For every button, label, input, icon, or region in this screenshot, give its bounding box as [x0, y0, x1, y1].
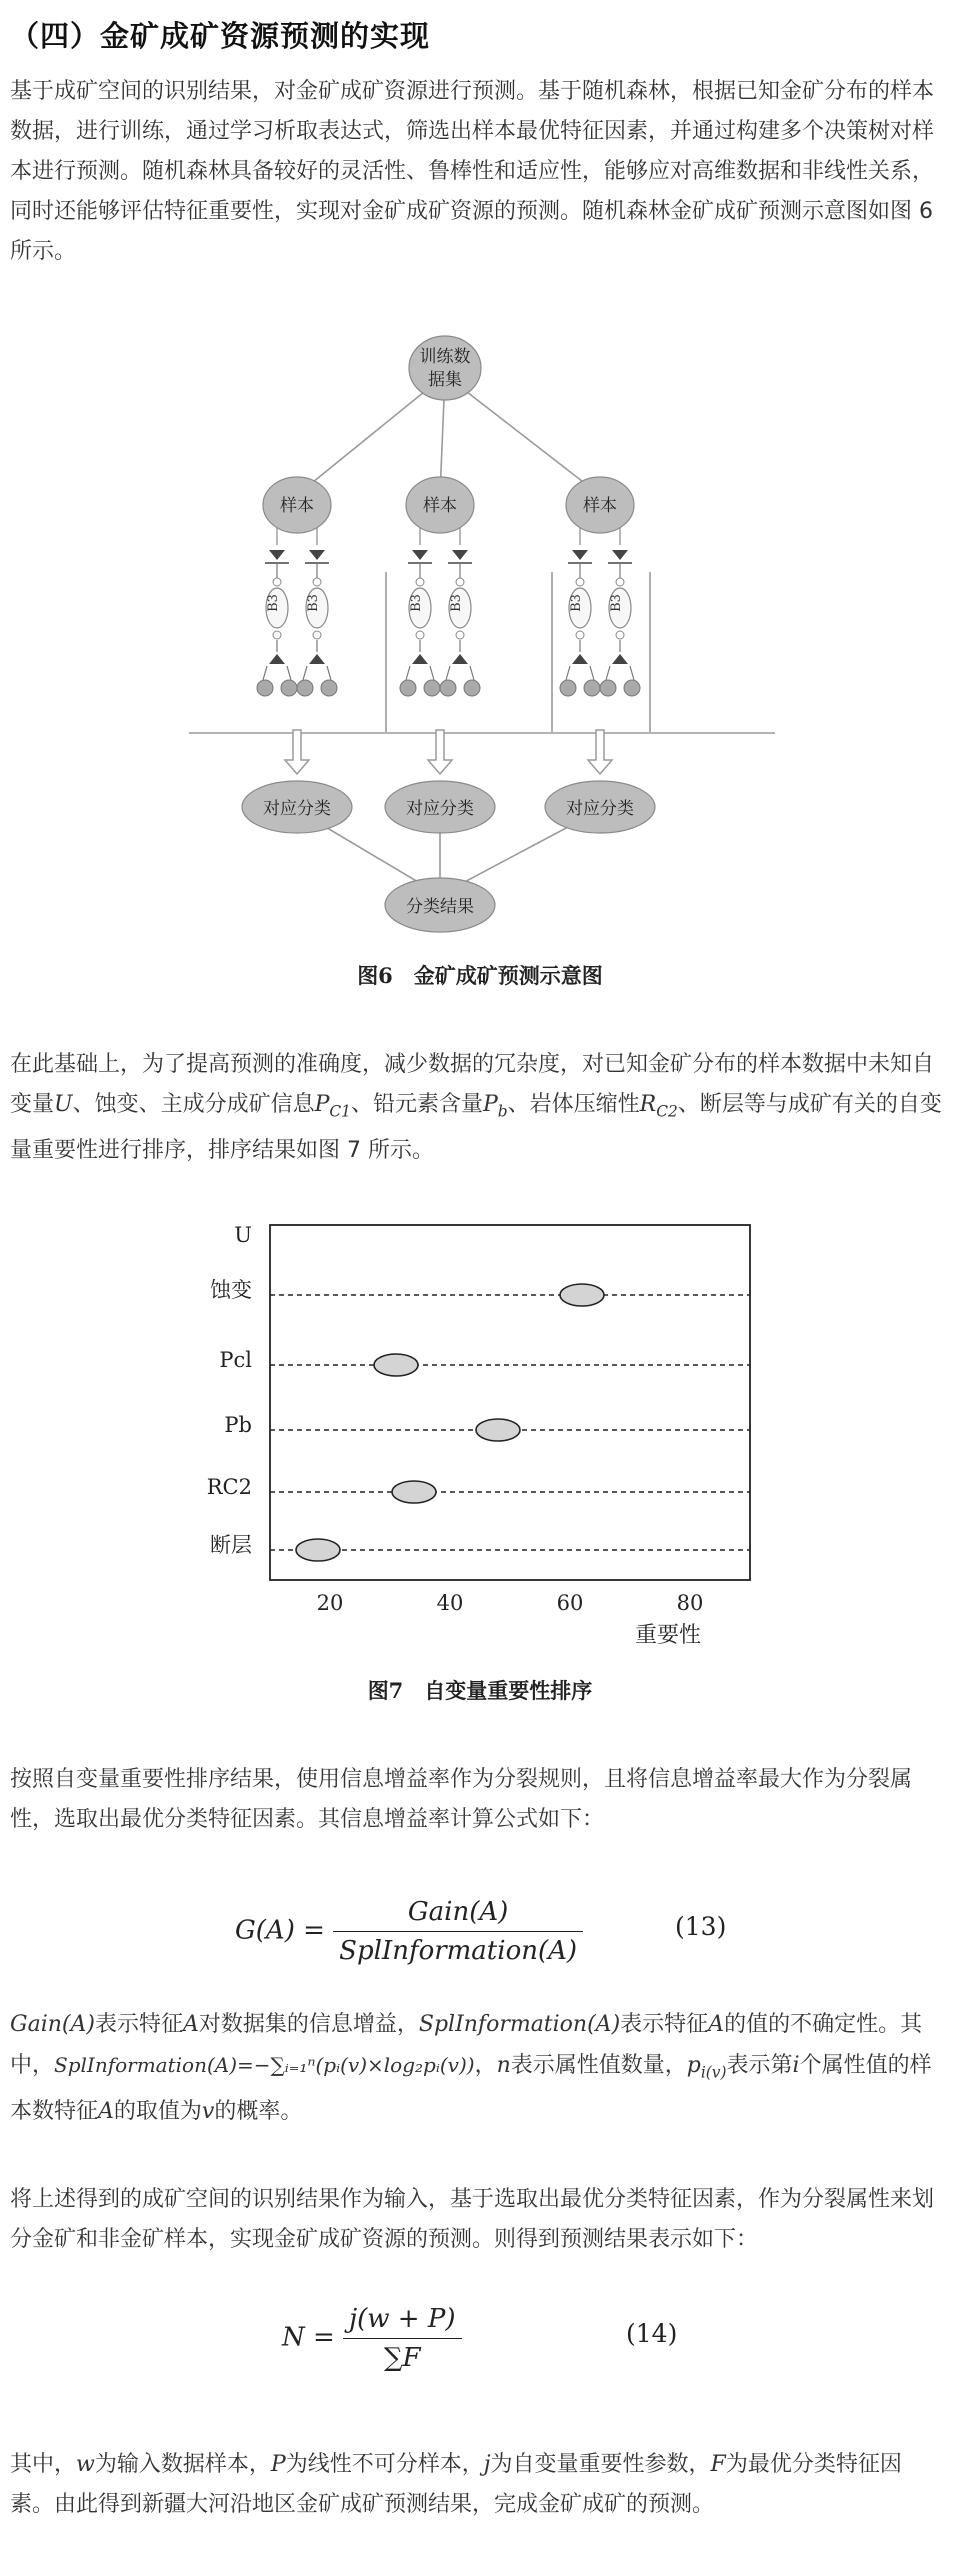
eq13-denominator: SplInformation(A)	[339, 1936, 578, 1966]
p4-p: p	[686, 2053, 701, 2078]
tree-column-1-2	[297, 550, 337, 696]
eq14-fraction	[343, 2300, 461, 2377]
data-point-3	[476, 1419, 520, 1441]
p4-t4: 对数据集的信息增益，	[198, 2012, 419, 2037]
eq13-lhs: G(A) =	[235, 1915, 325, 1946]
p4-a1: A	[182, 2012, 199, 2037]
tree-column-1-1	[257, 550, 297, 696]
var-pc1: P	[314, 1092, 330, 1117]
p6-f: F	[710, 2452, 726, 2477]
p4-v: v	[201, 2099, 215, 2125]
equation-14	[282, 2300, 462, 2377]
tree-node-label: B3	[409, 594, 424, 612]
p4-i: i	[792, 2053, 800, 2078]
eq14-numerator: j(w + P)	[343, 2300, 461, 2339]
result-label: 分类结果	[406, 897, 474, 917]
p2-text-2: 、蚀变、主成分成矿信息	[72, 1092, 315, 1117]
eq14-number: (14)	[626, 2319, 678, 2348]
p4-t2: 表示特征	[94, 2012, 183, 2037]
y-tick-label-0: U	[234, 1223, 252, 1247]
y-tick-label-1: 蚀变	[210, 1278, 252, 1302]
paragraph-variables	[10, 1045, 945, 1171]
p6-t1: 其中，	[10, 2452, 77, 2477]
p4-t19: 的概率。	[214, 2099, 303, 2125]
var-rc2-sub: C2	[656, 1102, 678, 1121]
p4-splinfo-formula: SplInformation(A)=−∑ᵢ₌₁ⁿ(pᵢ(v)×log₂pᵢ(v))	[54, 2053, 475, 2077]
paragraph-intro: 基于成矿空间的识别结果，对金矿成矿资源进行预测。基于随机森林，根据已知金矿分布的样本数据，进行训练，通过学习析取表达式，筛选出样本最优特征因素，并通过构建多个决策树对样本进行预测。随机森林具备较好的灵活性、鲁棒性和适应性，能够应对高维数据和非线性关系，同时还能够评估特征重要性，实现对金矿成矿资源的预测。随机森林金矿成矿预测示意图如图 6 所示。	[10, 79, 935, 264]
p4-t17: 的取值为	[113, 2099, 202, 2125]
p2-text-4: 、岩体压缩性	[507, 1092, 640, 1117]
equation-13	[235, 1893, 583, 1970]
tree-column-2-2	[440, 550, 480, 696]
tree-node-label: B3	[569, 594, 584, 612]
x-tick-label-1: 40	[436, 1591, 464, 1615]
eq13-number: (13)	[675, 1912, 727, 1941]
tree-node-label: B3	[449, 594, 464, 612]
tree-column-3-2	[600, 550, 640, 696]
eq13-fraction	[333, 1893, 583, 1970]
var-pb: P	[482, 1092, 498, 1117]
tree-node-label: B3	[609, 594, 624, 612]
result-node	[385, 878, 495, 932]
p6-t9: 为最优分类特征因素。由此得到新疆大河沿地区金矿成矿预测结果，完成金矿成矿的预测。	[10, 2452, 902, 2517]
figure-7-caption: 图7 自变量重要性排序	[367, 1678, 593, 1703]
down-arrows	[285, 730, 612, 774]
branch-3	[560, 477, 640, 696]
tree-node-label: B3	[306, 594, 321, 612]
data-point-4	[392, 1481, 436, 1503]
p4-n: n	[496, 2053, 511, 2078]
sample-node-2	[406, 477, 474, 533]
p4-t8: 的值的不确定性。其中，	[10, 2012, 923, 2078]
eq13-numerator: Gain(A)	[333, 1893, 583, 1932]
sample-node-1	[263, 477, 331, 533]
p2-text-1: 在此基础上，为了提高预测的准确度，减少数据的冗杂度，对已知金矿分布的样本数据中未知自变量	[10, 1052, 935, 1117]
p4-t15: 个属性值的样本数特征	[10, 2053, 932, 2125]
branch-2	[400, 477, 480, 696]
p4-t9: ，	[474, 2053, 497, 2078]
p2-text-3: 、铅元素含量	[350, 1092, 483, 1117]
y-tick-label-5: 断层	[210, 1533, 252, 1557]
figure-7-chart	[0, 1195, 960, 1665]
p4-t13: 表示第	[726, 2053, 793, 2078]
y-tick-label-4: RC2	[206, 1475, 252, 1499]
tree-node-label: B3	[266, 594, 281, 612]
p6-t3: 为输入数据样本，	[94, 2452, 271, 2477]
paragraph-prediction: 将上述得到的成矿空间的识别结果作为输入，基于选取出最优分类特征因素，作为分裂属性来划分金矿和非金矿样本，实现金矿成矿资源的预测。则得到预测结果表示如下：	[10, 2187, 935, 2252]
var-pb-sub: b	[497, 1102, 508, 1121]
p4-a2: A	[708, 2012, 725, 2037]
sample-node-3	[566, 477, 634, 533]
class-node-3	[545, 781, 655, 833]
x-tick-label-2: 60	[556, 1591, 584, 1615]
p4-gain: Gain(A)	[10, 2012, 95, 2037]
class-label-1: 对应分类	[263, 799, 331, 819]
var-u: U	[54, 1092, 73, 1117]
paragraph-conclusion	[10, 2445, 945, 2525]
var-rc2: R	[639, 1092, 657, 1117]
sample-label-1: 样本	[280, 496, 314, 516]
branch-1	[257, 477, 337, 696]
chart-plot-area	[270, 1225, 750, 1580]
sample-label-2: 样本	[423, 496, 457, 516]
p4-t6: 表示特征	[620, 2012, 709, 2037]
eq14-denominator: ∑F	[383, 2343, 421, 2373]
data-point-1	[560, 1284, 604, 1306]
x-axis-label: 重要性	[634, 1623, 702, 1648]
p6-w: w	[76, 2452, 95, 2477]
class-label-3: 对应分类	[566, 799, 634, 819]
class-node-1	[242, 781, 352, 833]
p4-p-sub: i(v)	[700, 2063, 727, 2082]
p4-splinfo: SplInformation(A)	[418, 2012, 621, 2037]
var-pc1-sub: C1	[329, 1102, 351, 1121]
p6-p: P	[270, 2452, 286, 2477]
tree-column-3-1	[560, 550, 600, 696]
figure-6-diagram	[0, 320, 960, 980]
p6-t5: 为线性不可分样本，	[285, 2452, 484, 2477]
x-tick-label-3: 80	[676, 1591, 704, 1615]
p2-text-5: 、断层等与成矿有关的自变量重要性进行排序，排序结果如图 7 所示。	[10, 1092, 942, 1164]
eq14-lhs: N =	[282, 2322, 335, 2353]
class-node-2	[385, 781, 495, 833]
data-point-2	[374, 1354, 418, 1376]
class-label-2: 对应分类	[406, 799, 474, 819]
paragraph-gain-ratio: 按照自变量重要性排序结果，使用信息增益率作为分裂规则，且将信息增益率最大作为分裂属性，选取出最优分类特征因素。其信息增益率计算公式如下：	[10, 1767, 913, 1832]
section-heading: （四）金矿成矿资源预测的实现	[10, 19, 431, 53]
p4-t11: 表示属性值数量，	[510, 2053, 687, 2078]
tree-column-2-1	[400, 550, 440, 696]
root-node	[409, 336, 481, 400]
p6-t7: 为自变量重要性参数，	[490, 2452, 711, 2477]
root-label-line2: 据集	[428, 370, 462, 390]
root-label-line1: 训练数	[419, 347, 471, 367]
y-tick-label-2: Pcl	[219, 1348, 252, 1372]
p4-a3: A	[98, 2099, 114, 2125]
figure-6-caption: 图6 金矿成矿预测示意图	[357, 963, 603, 988]
x-tick-label-0: 20	[316, 1591, 344, 1615]
sample-label-3: 样本	[583, 496, 617, 516]
data-point-5	[296, 1539, 340, 1561]
paragraph-gain-definition	[10, 2005, 945, 2132]
y-tick-label-3: Pb	[224, 1413, 252, 1437]
p6-j: j	[483, 2452, 491, 2477]
